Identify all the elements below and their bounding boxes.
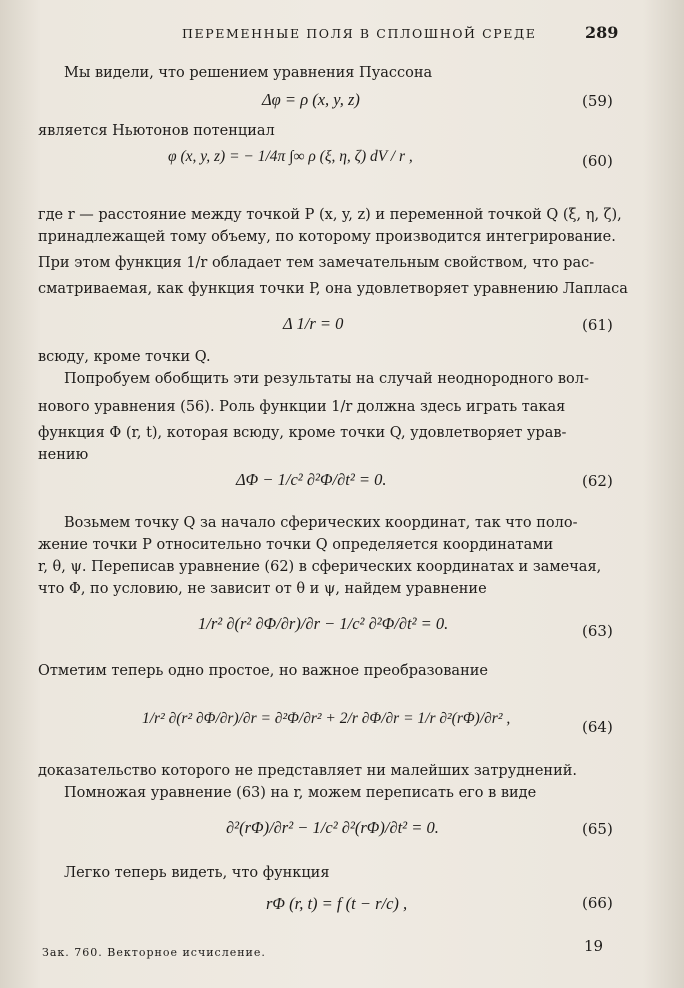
equation-63: 1/r² ∂(r² ∂Φ/∂r)/∂r − 1/c² ∂²Φ/∂t² = 0.: [198, 614, 449, 633]
equation-number: (65): [582, 820, 613, 838]
paragraph: является Ньютонов потенциал: [38, 123, 275, 139]
equation-number: (62): [582, 472, 613, 490]
equation-number: (63): [582, 622, 613, 640]
paragraph: нению: [38, 447, 89, 463]
printer-imprint: Зак. 760. Векторное исчисление.: [42, 946, 266, 959]
paragraph: функция Φ (r, t), которая всюду, кроме точки Q, удовлетворяет урав-: [38, 425, 567, 441]
signature-number: 19: [584, 937, 604, 955]
paragraph: При этом функция 1/r обладает тем замечательным свойством, что рас-: [38, 255, 595, 271]
paragraph: что Φ, по условию, не зависит от θ и ψ, найдем уравнение: [38, 581, 487, 597]
page-header: [0, 22, 684, 46]
equation-number: (66): [582, 894, 613, 912]
equation-number: (64): [582, 718, 613, 736]
paragraph: Легко теперь видеть, что функция: [64, 865, 330, 881]
equation-66: rΦ (r, t) = f (t − r/c) ,: [266, 894, 408, 913]
equation-62: ΔΦ − 1/c² ∂²Φ/∂t² = 0.: [236, 470, 387, 489]
paragraph: доказательство которого не представляет ни малейших затруднений.: [38, 763, 578, 779]
paragraph: r, θ, ψ. Переписав уравнение (62) в сферических координатах и замечая,: [38, 559, 602, 575]
paragraph: Помножая уравнение (63) на r, можем переписать его в виде: [64, 785, 537, 801]
paragraph: всюду, кроме точки Q.: [38, 349, 211, 365]
paragraph: Возьмем точку Q за начало сферических координат, так что поло-: [64, 515, 578, 531]
paragraph: Мы видели, что решением уравнения Пуассона: [64, 65, 433, 81]
equation-64: 1/r² ∂(r² ∂Φ/∂r)/∂r = ∂²Φ/∂r² + 2/r ∂Φ/∂r = 1/r ∂²(rΦ)/∂r² ,: [142, 710, 511, 727]
equation-number: (61): [582, 316, 613, 334]
paragraph: сматриваемая, как функция точки P, она удовлетворяет уравнению Лапласа: [38, 281, 628, 297]
equation-65: ∂²(rΦ)/∂r² − 1/c² ∂²(rΦ)/∂t² = 0.: [226, 818, 439, 837]
page-number: 289: [585, 23, 619, 42]
paragraph: Попробуем обобщить эти результаты на случай неоднородного вол-: [64, 371, 589, 387]
equation-61: Δ 1/r = 0: [283, 314, 344, 333]
paragraph: Отметим теперь одно простое, но важное преобразование: [38, 663, 488, 679]
running-title: ПЕРЕМЕННЫЕ ПОЛЯ В СПЛОШНОЙ СРЕДЕ: [182, 26, 537, 41]
equation-59: Δφ = ρ (x, y, z): [262, 90, 360, 109]
equation-number: (59): [582, 92, 613, 110]
equation-number: (60): [582, 152, 613, 170]
equation-60: φ (x, y, z) = − 1/4π ∫∞ ρ (ξ, η, ζ) dV / r ,: [168, 148, 413, 165]
paragraph: принадлежащей тому объему, по которому производится интегрирование.: [38, 229, 616, 245]
paragraph: где r — расстояние между точкой P (x, y, z) и переменной точкой Q (ξ, η, ζ),: [38, 207, 622, 223]
paragraph: жение точки P относительно точки Q определяется координатами: [38, 537, 554, 553]
paragraph: нового уравнения (56). Роль функции 1/r должна здесь играть такая: [38, 399, 566, 415]
